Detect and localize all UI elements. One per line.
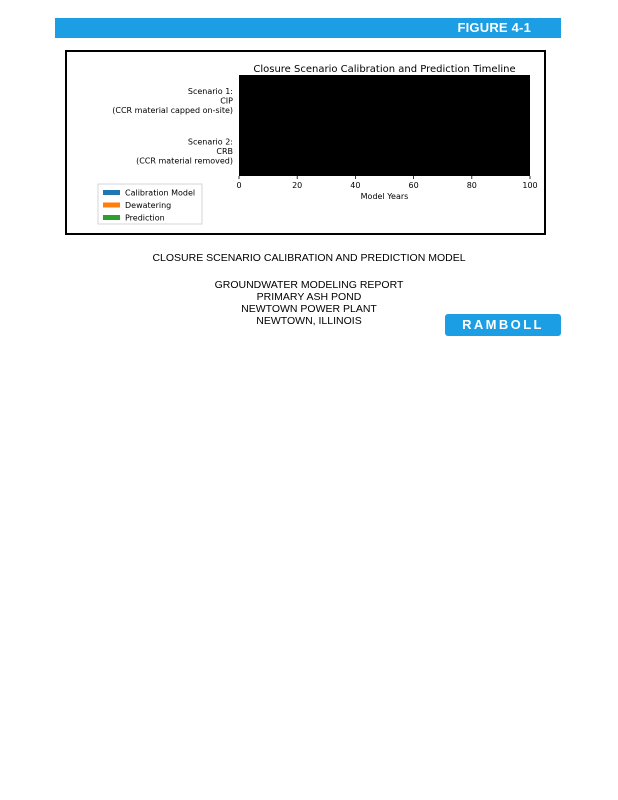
report-location: NEWTOWN, ILLINOIS bbox=[256, 315, 362, 327]
category-label: CRB bbox=[216, 146, 233, 156]
x-tick-label: 100 bbox=[522, 181, 538, 190]
figure-label: FIGURE 4-1 bbox=[457, 20, 531, 35]
chart-frame bbox=[65, 50, 546, 235]
legend-swatch bbox=[103, 215, 120, 220]
x-tick-label: 40 bbox=[350, 181, 361, 190]
x-tick-label: 0 bbox=[236, 181, 242, 190]
x-tick-label: 60 bbox=[408, 181, 419, 190]
category-label: (CCR material capped on-site) bbox=[112, 105, 233, 115]
legend-swatch bbox=[103, 203, 120, 208]
category-label: (CCR material removed) bbox=[136, 156, 233, 166]
timeline-chart bbox=[67, 52, 548, 237]
report-title: GROUNDWATER MODELING REPORT bbox=[214, 279, 404, 291]
x-tick-label: 80 bbox=[466, 181, 477, 190]
figure-caption: CLOSURE SCENARIO CALIBRATION AND PREDICTION MODEL bbox=[152, 252, 466, 264]
chart-title: Closure Scenario Calibration and Prediction Timeline bbox=[253, 64, 516, 75]
figure-banner bbox=[55, 18, 561, 38]
report-site: PRIMARY ASH POND bbox=[256, 291, 362, 303]
legend-label: Calibration Model bbox=[125, 188, 196, 198]
plot-area bbox=[239, 75, 530, 176]
category-label: CIP bbox=[220, 96, 233, 106]
category-label: Scenario 2: bbox=[187, 137, 233, 147]
legend-swatch bbox=[103, 190, 120, 195]
x-tick-label: 20 bbox=[292, 181, 303, 190]
ramboll-logo: RAMBOLL bbox=[445, 314, 561, 336]
legend-label: Dewatering bbox=[125, 201, 172, 210]
x-axis-label: Model Years bbox=[360, 192, 409, 201]
category-label: Scenario 1: bbox=[187, 86, 233, 96]
report-plant: NEWTOWN POWER PLANT bbox=[241, 303, 377, 315]
legend-label: Prediction bbox=[125, 213, 165, 223]
